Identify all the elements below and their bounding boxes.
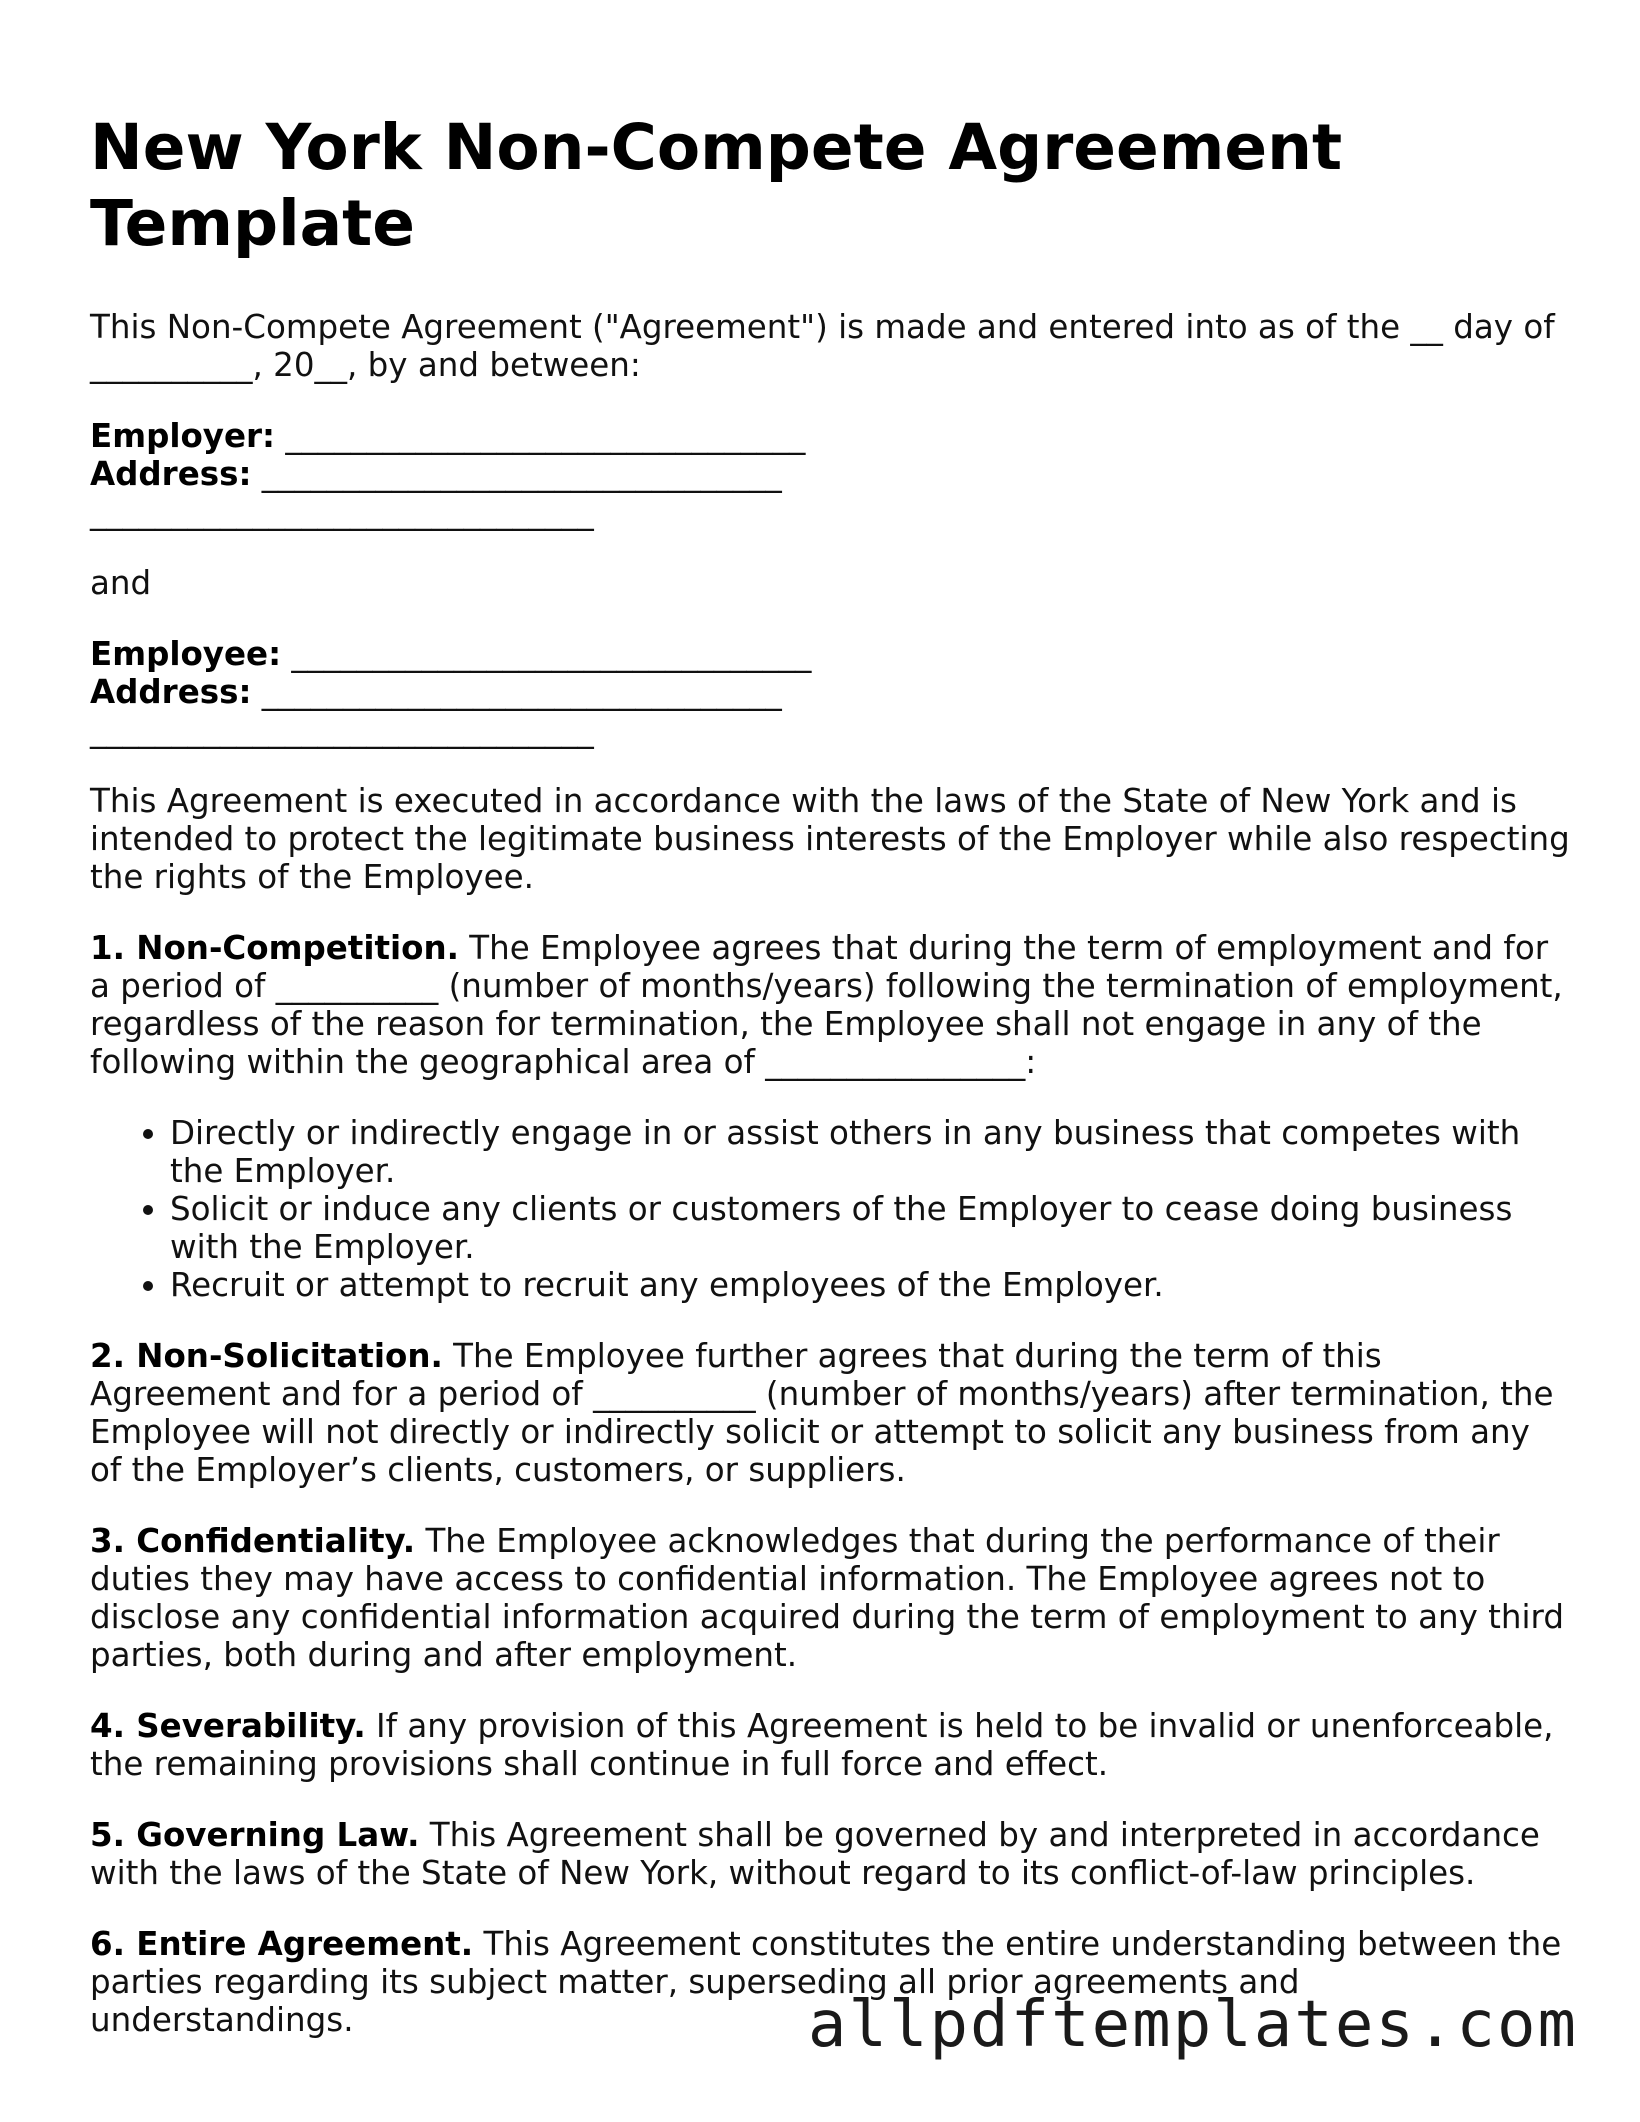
section-text: The Employee acknowledges that during the performance of their duties they may have access to confidential information. The Employee agrees not to disclose any confidential information acquired during the term of employment to any third parties, both during and after employment.	[90, 1522, 1564, 1674]
list-item: • Solicit or induce any clients or customers of the Employer to cease doing business with the Employer.	[170, 1190, 1570, 1266]
non-competition-list	[90, 1114, 1570, 1304]
section-heading: 4. Severability.	[90, 1707, 366, 1745]
preamble-paragraph: This Agreement is executed in accordance with the laws of the State of New York and is intended to protect the legitimate business interests of the Employer while also respecting the rights of the Employee.	[90, 782, 1570, 896]
section-heading: 2. Non-Solicitation.	[90, 1337, 443, 1375]
employee-block	[90, 635, 1570, 749]
employee-name-blank: ________________________________	[291, 635, 812, 673]
employee-address-blank: ________________________________	[261, 673, 782, 711]
employer-block	[90, 417, 1570, 531]
section-text: If any provision of this Agreement is held to be invalid or unenforceable, the remaining provisions shall continue in full force and effect.	[90, 1707, 1554, 1783]
section-severability	[90, 1707, 1570, 1783]
employee-address-label: Address:	[90, 673, 252, 711]
employee-address-line	[90, 673, 1570, 711]
section-confidentiality	[90, 1522, 1570, 1674]
section-non-solicitation	[90, 1337, 1570, 1489]
section-text: The Employee agrees that during the term of employment and for a period of __________ (number of months/years) following the termination of employment, regardless of the reason for termination, the Employee shall not engage in any of the following within the geographical area of ________________:	[90, 929, 1563, 1081]
employer-label: Employer:	[90, 417, 276, 455]
section-text: This Agreement constitutes the entire understanding between the parties regarding its subject matter, superseding all prior agreements and understandings.	[90, 1925, 1562, 2039]
and-text: and	[90, 564, 152, 602]
section-text: This Agreement shall be governed by and interpreted in accordance with the laws of the State of New York, without regard to its conflict-of-law principles.	[90, 1816, 1540, 1892]
employer-address-blank-2: _______________________________	[90, 493, 594, 531]
employer-address-blank: ________________________________	[261, 455, 782, 493]
list-item: • Directly or indirectly engage in or assist others in any business that competes with the Employer.	[170, 1114, 1570, 1190]
section-heading: 6. Entire Agreement.	[90, 1925, 474, 1963]
list-item: • Recruit or attempt to recruit any employees of the Employer.	[170, 1266, 1570, 1304]
section-non-competition	[90, 929, 1570, 1081]
employer-address-line	[90, 455, 1570, 493]
section-text: The Employee further agrees that during the term of this Agreement and for a period of __________ (number of months/years) after termination, the Employee will not directly or indirectly solicit or attempt to solicit any business from any of the Employer’s clients, customers, or suppliers.	[90, 1337, 1554, 1489]
section-governing-law	[90, 1816, 1570, 1892]
employee-address-blank-2: _______________________________	[90, 711, 594, 749]
employee-label: Employee:	[90, 635, 282, 673]
section-heading: 5. Governing Law.	[90, 1816, 420, 1854]
document-title: New York Non-Compete Agreement Template	[90, 111, 1343, 260]
employer-address-label: Address:	[90, 455, 252, 493]
watermark-text: allpdftemplates.com	[807, 1988, 1578, 2062]
employee-line	[90, 635, 1570, 673]
section-heading: 3. Confidentiality.	[90, 1522, 416, 1560]
intro-paragraph: This Non-Compete Agreement ("Agreement") is made and entered into as of the __ day of __________, 20__, by and between:	[90, 308, 1555, 384]
document-page	[90, 110, 1570, 2072]
section-heading: 1. Non-Competition.	[90, 929, 459, 967]
employer-name-blank: ________________________________	[285, 417, 806, 455]
employer-line	[90, 417, 1570, 455]
